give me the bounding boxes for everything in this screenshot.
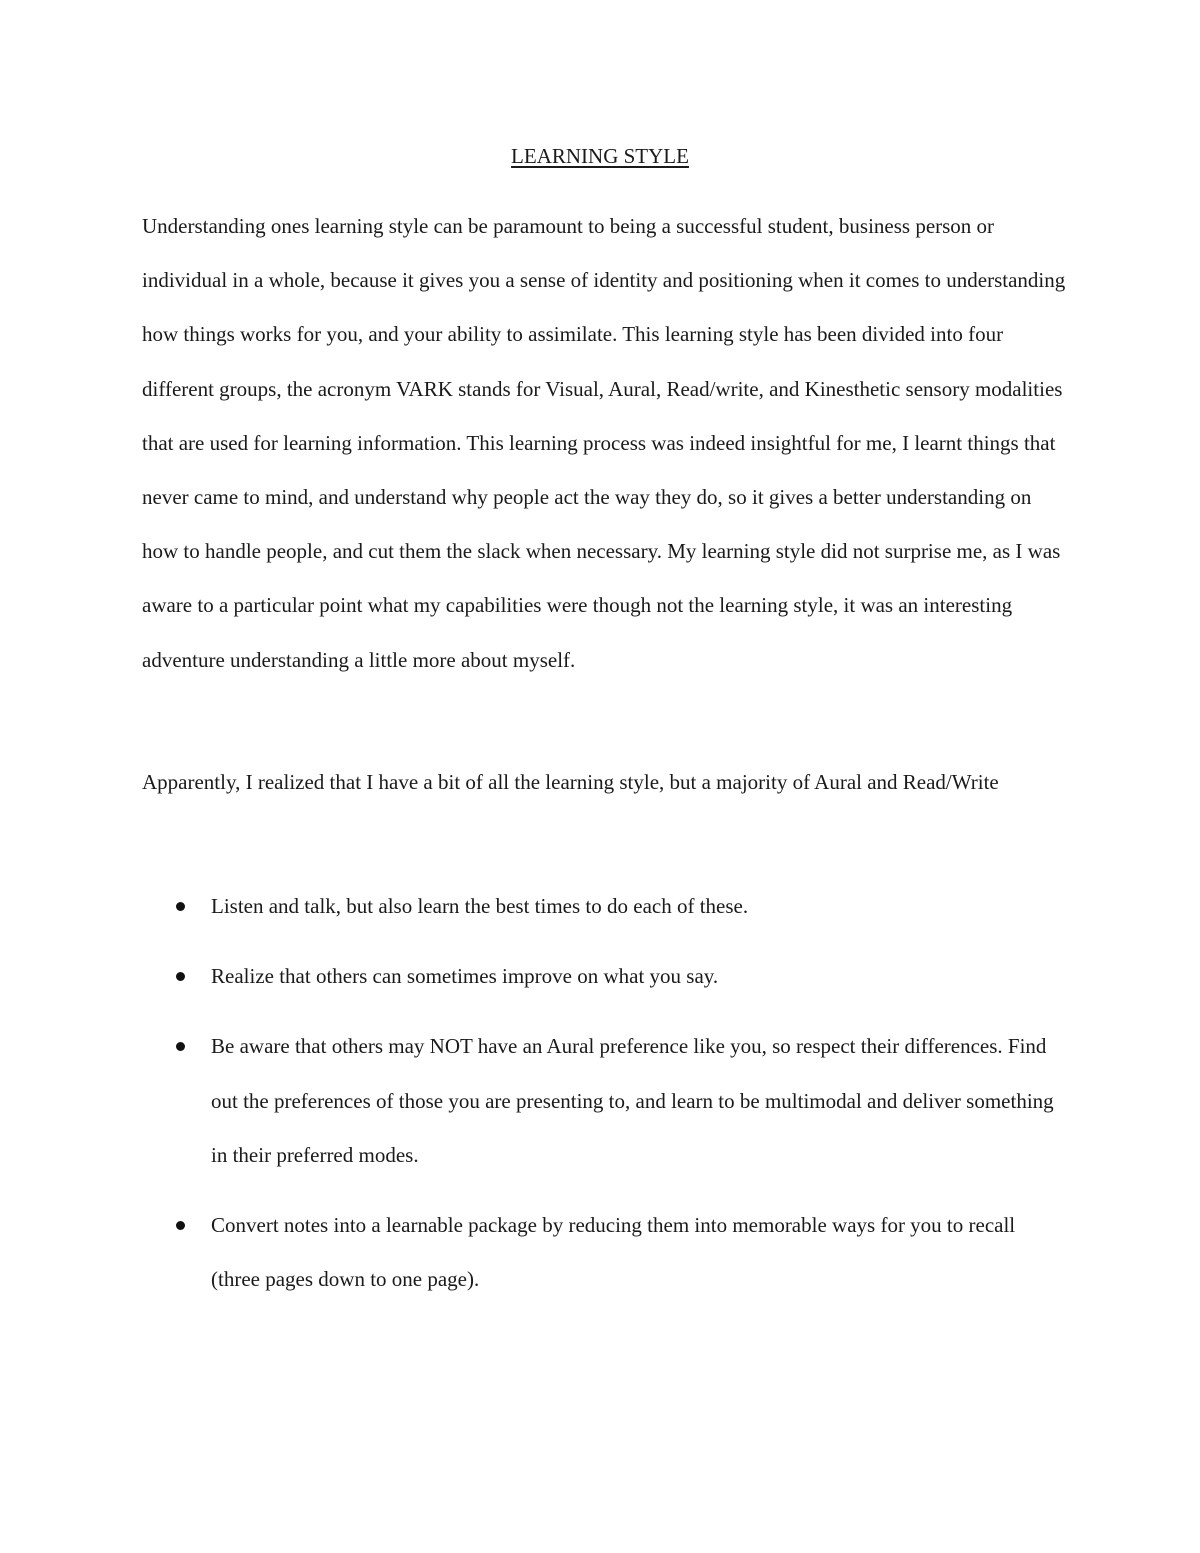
bullet-text: Be aware that others may NOT have an Aural preference like you, so respect their differences. Find out the preferences of those you are presenting to, and learn to be multimodal and deliver something in their preferred modes. bbox=[211, 1034, 1054, 1167]
document-title bbox=[0, 142, 1200, 170]
bullet-item bbox=[142, 879, 1067, 933]
bullet-text: Realize that others can sometimes improve on what you say. bbox=[211, 964, 719, 989]
bullet-dot-icon bbox=[176, 902, 185, 911]
bullet-text: Convert notes into a learnable package by reducing them into memorable ways for you to recall (three pages down to one page). bbox=[211, 1213, 1016, 1292]
learning-style-result-paragraph: Apparently, I realized that I have a bit of all the learning style, but a majority of Aural and Read/Write bbox=[142, 770, 999, 794]
bullet-dot-icon bbox=[176, 972, 185, 981]
bullet-text: Listen and talk, but also learn the best times to do each of these. bbox=[211, 894, 749, 918]
bullet-dot-icon bbox=[176, 1221, 185, 1230]
document-title-text: LEARNING STYLE bbox=[511, 144, 689, 168]
bullet-item bbox=[142, 949, 1067, 1003]
bullet-dot-icon bbox=[176, 1042, 185, 1051]
tips-bullet-list bbox=[142, 879, 1067, 1322]
bullet-item bbox=[142, 1019, 1067, 1182]
bullet-item bbox=[142, 1198, 1067, 1306]
intro-paragraph: Understanding ones learning style can be paramount to being a successful student, business person or individual in a whole, because it gives you a sense of identity and positioning when it comes to understanding how things works for you, and your ability to assimilate. This learning style has been divided into four different groups, the acronym VARK stands for Visual, Aural, Read/write, and Kinesthetic sensory modalities that are used for learning information. This learning process was indeed insightful for me, I learnt things that never came to mind, and understand why people act the way they do, so it gives a better understanding on how to handle people, and cut them the slack when necessary. My learning style did not surprise me, as I was aware to a particular point what my capabilities were though not the learning style, it was an interesting adventure understanding a little more about myself. bbox=[142, 214, 1066, 672]
